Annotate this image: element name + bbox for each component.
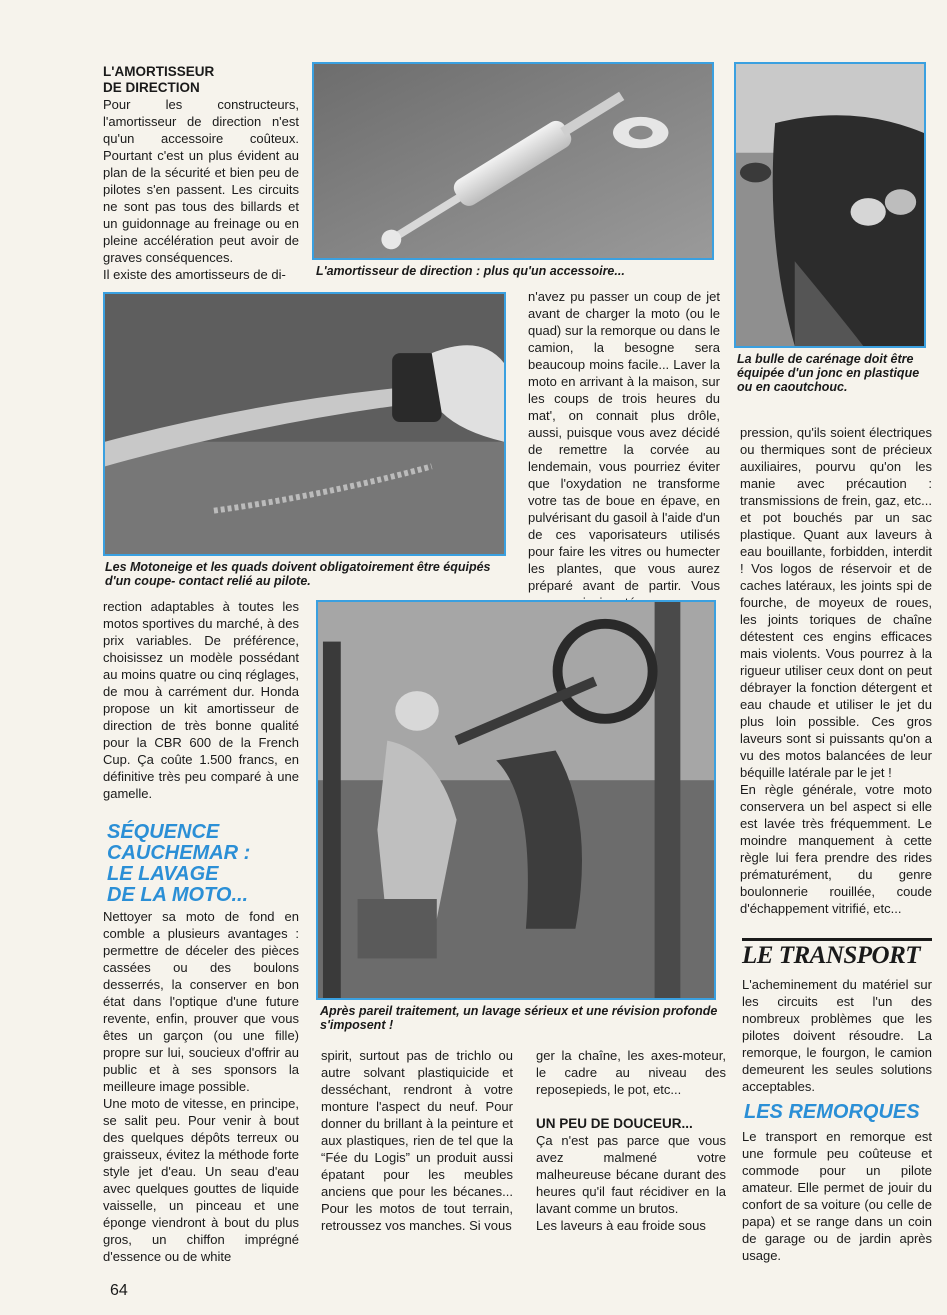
caption-kill-switch: Les Motoneige et les quads doivent obligatoirement être équipés d'un coupe- contact relié au pilote. <box>105 560 491 588</box>
paragraph: En règle générale, votre moto conservera un bel aspect si elle est lavée très fréquemment. Le moindre manquement à cette règle lui fera prendre des rides prématurément, du genre boulonnerie rouillée, coude d'échappement vitrifié, etc... <box>740 782 932 916</box>
mud-bike-image <box>318 602 714 998</box>
heading-washing-4: DE LA MOTO... <box>107 884 249 906</box>
paragraph: Ça n'est pas parce que vous avez malmené votre malheureuse bécane durant des heures qu'il faut récidiver en la lavant comme un brutos. <box>536 1133 726 1216</box>
paragraph: L'acheminement du matériel sur les circuits est l'un des nombreux problèmes que les pilotes doivent résoudre. La remorque, le fourgon, le camion demeurent les seules solutions acceptables. <box>742 977 932 1094</box>
paragraph: n'avez pu passer un coup de jet avant de charger la moto (ou le quad) sur la remorque ou dans le camion, la besogne sera beaucoup moins facile... Laver la moto en arrivant à la maison, sur les coups de trois heures du mat', on connait plus drôle, aussi, puisque vous avez décidé de remettre la corvée au lendemain, vous pourriez éviter que l'oxydation ne transforme votre tas de boue en épave, en pulvérisant du gasoil à l'aide d'un de ces vaporisateurs utilisés pour faire les vitres ou humecter les plantes, que vous aurez préparé avant de partir. Vous <box>528 289 720 593</box>
heading-washing-3: LE LAVAGE <box>107 863 219 885</box>
fairing-image <box>736 64 924 346</box>
heading-washing-1: SÉQUENCE <box>107 821 220 843</box>
article-continued-mid <box>528 288 720 611</box>
caption-steering-damper: L'amortisseur de direction : plus qu'un accessoire... <box>316 264 625 278</box>
article-damper-continued <box>103 598 299 802</box>
article-gentle <box>536 1047 726 1234</box>
heading-transport: LE TRANSPORT <box>742 942 921 969</box>
article-washing <box>103 908 299 1265</box>
divider-transport <box>742 938 932 941</box>
article-washers <box>740 424 932 917</box>
article-trailers <box>742 1128 932 1264</box>
steering-damper-image <box>314 64 712 258</box>
heading-steering-damper-1: L'AMORTISSEUR <box>103 64 215 79</box>
paragraph: spirit, surtout pas de trichlo ou autre solvant plastiquicide et desséchant, rendront à votre monture l'aspect du neuf. Pour donner du brillant à la peinture et aux plastiques, rien de tel que la “Fée du Logis” un produit aussi épatant pour les meubles anciens que pour les bécanes... Pour les motos de tout terrain, retroussez vos manches. Si vous <box>321 1048 513 1233</box>
caption-mud-bike: Après pareil traitement, un lavage sérieux et une révision profonde s'imposent ! <box>320 1004 718 1032</box>
paragraph: Pour les constructeurs, l'amortisseur de direction n'est qu'un accessoire coûteux. Pourtant c'est un plus évident au plan de la sécurité et bien peu de pilotes s'en passent. Les circuits ne sont pas tous des billards et un guidonnage au freinage ou en pleine accélération peut avoir de graves conséquences. <box>103 97 299 265</box>
heading-gentle: UN PEU DE DOUCEUR... <box>536 1116 693 1131</box>
paragraph: Le transport en remorque est une formule peu coûteuse et commode pour un pilote amateur. Elle permet de jouir du confort de sa voiture (ou celle de papa) et se range dans un coin de garage ou de jardin après usage. <box>742 1129 932 1263</box>
photo-mud-bike <box>316 600 716 1000</box>
article-steering-damper <box>103 64 299 283</box>
heading-trailers: LES REMORQUES <box>744 1101 920 1123</box>
paragraph: rection adaptables à toutes les motos sportives du marché, à des prix variables. De préférence, choisissez un modèle possédant au moins quatre ou cinq réglages, de mou à carrément dur. Honda propose un kit amortisseur de direction de très bonne qualité pour la CBR 600 de la French Cup. Ça coûte 1.500 francs, en définitive très peu comparé à une gamelle. <box>103 599 299 801</box>
heading-steering-damper-2: DE DIRECTION <box>103 80 200 95</box>
paragraph: Une moto de vitesse, en principe, se salit peu. Pour venir à bout des quelques dépôts terreux ou graisseux, évitez la méthode forte style jet d'eau. Un seau d'eau avec quelques gouttes de liquide vaisselle, un pinceau et une éponge viendront à bout du plus gros, un chiffon imprégné d'essence ou de white <box>103 1096 299 1264</box>
paragraph: ger la chaîne, les axes-moteur, le cadre au niveau des reposepieds, le pot, etc... <box>536 1048 726 1097</box>
paragraph: pression, qu'ils soient électriques ou thermiques sont de précieux auxiliaires, pourvu qu'on les manie avec précaution : transmissions de frein, gaz, etc... et pot bouchés par un sac plastique. Quant aux laveurs à eau bouillante, forbidden, interdit ! Vos logos de réservoir et de caches latéraux, les joints spi de fourche, de moyeux de roues, les joints toriques de chaîne détestent ces engins efficaces mais violents. Vous pourrez à la rigueur utiliser ceux dont on peut débrayer la fonction détergent et eau chaude et utiliser le jet du plus loin possible. Ces gros laveurs sont si puissants qu'on a vu des motos balancées de leur béquille latérale par le jet ! <box>740 425 932 780</box>
paragraph: Il existe des amortisseurs de di- <box>103 267 286 282</box>
photo-steering-damper <box>312 62 714 260</box>
paragraph: Les laveurs à eau froide sous <box>536 1218 706 1233</box>
page-number: 64 <box>110 1282 128 1299</box>
kill-switch-image <box>105 294 504 554</box>
heading-washing-2: CAUCHEMAR : <box>107 842 251 864</box>
photo-fairing <box>734 62 926 348</box>
article-polish <box>321 1047 513 1234</box>
photo-kill-switch <box>103 292 506 556</box>
caption-fairing: La bulle de carénage doit être équipée d'un jonc en plastique ou en caoutchouc. <box>737 352 920 394</box>
paragraph: Nettoyer sa moto de fond en comble a plusieurs avantages : permettre de déceler des pièces cassées ou des boulons desserrés, la conserver en bon état dans l'optique d'une future revente, enfin, prouver que vous êtes un garçon (ou une fille) propre sur lui, soucieux d'offrir au public et à ses sponsors la meilleure image possible. <box>103 909 299 1094</box>
article-transport <box>742 976 932 1095</box>
